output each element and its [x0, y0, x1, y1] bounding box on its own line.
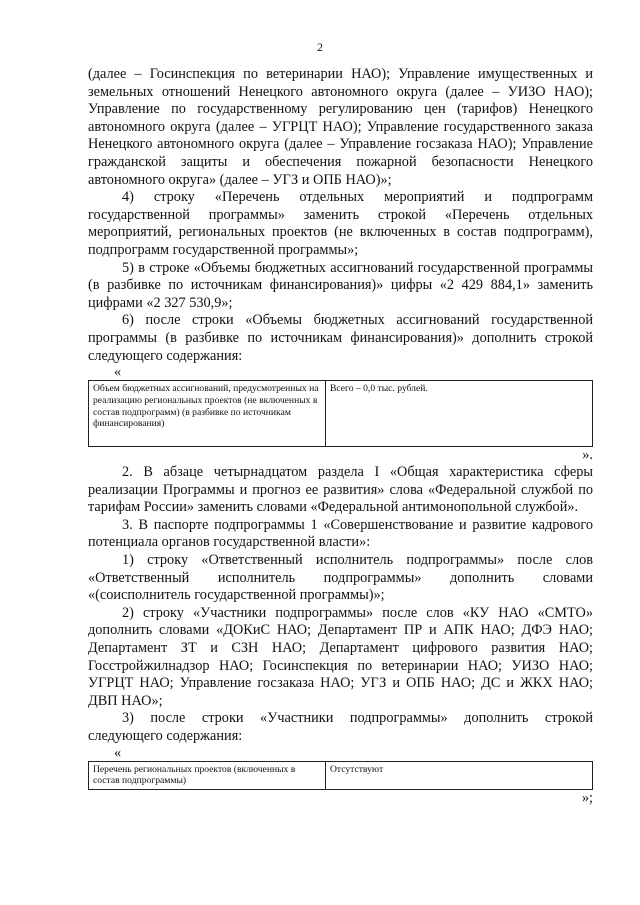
inserted-row-table-1: [88, 380, 593, 447]
opening-quote: «: [114, 744, 122, 761]
document-body: [88, 66, 593, 807]
table-row: [89, 381, 593, 447]
opening-quote: «: [114, 364, 122, 381]
closing-quote: »;: [581, 790, 593, 807]
paragraph-item-6: 6) после строки «Объемы бюджетных ассигнований государственной программы (в разбивке по источникам финансирования)» дополнить строкой следующего содержания:: [88, 312, 593, 364]
closing-quote: ».: [582, 447, 593, 464]
table-row: [89, 761, 593, 790]
paragraph-section-3: 3. В паспорте подпрограммы 1 «Совершенствование и развитие кадрового потенциала органов государственной власти»:: [88, 516, 593, 551]
paragraph-sub-2: 2) строку «Участники подпрограммы» после слов «КУ НАО «СМТО» дополнить словами «ДОКиС НАО; Департамент ПР и АПК НАО; ДФЭ НАО; Департамент ЗТ и СЗН НАО; Департамент цифрового развития НАО; Госстройжилнадзор НАО; Госинспекция по ветеринарии НАО; УИЗО НАО; УГРЦТ НАО; Управление госзаказа НАО; УГЗ и ОПБ НАО; ДС и ЖКХ НАО; ДВП НАО»;: [88, 604, 593, 709]
table-cell-value: Отсутствуют: [326, 761, 593, 790]
paragraph-section-2: 2. В абзаце четырнадцатом раздела I «Общая характеристика сферы реализации Программы и прогноз ее развития» слова «Федеральной службой по тарифам России» заменить словами «Федеральной антимонопольной службой».: [88, 464, 593, 516]
table-cell-label: Перечень региональных проектов (включенных в состав подпрограммы): [89, 761, 326, 790]
paragraph-continuation: (далее – Госинспекция по ветеринарии НАО); Управление имущественных и земельных отношений Ненецкого автономного округа (далее – УИЗО НАО); Управление по государственному регулированию цен (тарифов) Ненецкого автономного округа (далее – УГРЦТ НАО); Управление государственного заказа Ненецкого автономного округа (далее – Управление госзаказа НАО); Управление гражданской защиты и обеспечения пожарной безопасности Ненецкого автономного округа» (далее – УГЗ и ОПБ НАО)»;: [88, 66, 593, 188]
paragraph-item-5: 5) в строке «Объемы бюджетных ассигнований государственной программы (в разбивке по источникам финансирования)» цифры «2 429 884,1» заменить цифрами «2 327 530,9»;: [88, 259, 593, 311]
paragraph-sub-1: 1) строку «Ответственный исполнитель подпрограммы» после слов «Ответственный исполнитель подпрограммы» дополнить словами «(соисполнитель государственной программы)»;: [88, 552, 593, 604]
paragraph-sub-3: 3) после строки «Участники подпрограммы» дополнить строкой следующего содержания:: [88, 710, 593, 744]
page-number: 2: [317, 40, 323, 54]
table-cell-label: Объем бюджетных ассигнований, предусмотренных на реализацию региональных проектов (не включенных в состав подпрограмм) (в разбивке по источникам финансирования): [89, 381, 326, 447]
inserted-row-table-2: [88, 761, 593, 791]
paragraph-item-4: 4) строку «Перечень отдельных мероприятий и подпрограмм государственной программы» заменить строкой «Перечень отдельных мероприятий, региональных проектов (не включенных в состав подпрограмм), подпрограмм государственной программы»;: [88, 189, 593, 258]
table-cell-value: Всего – 0,0 тыс. рублей.: [326, 381, 593, 447]
